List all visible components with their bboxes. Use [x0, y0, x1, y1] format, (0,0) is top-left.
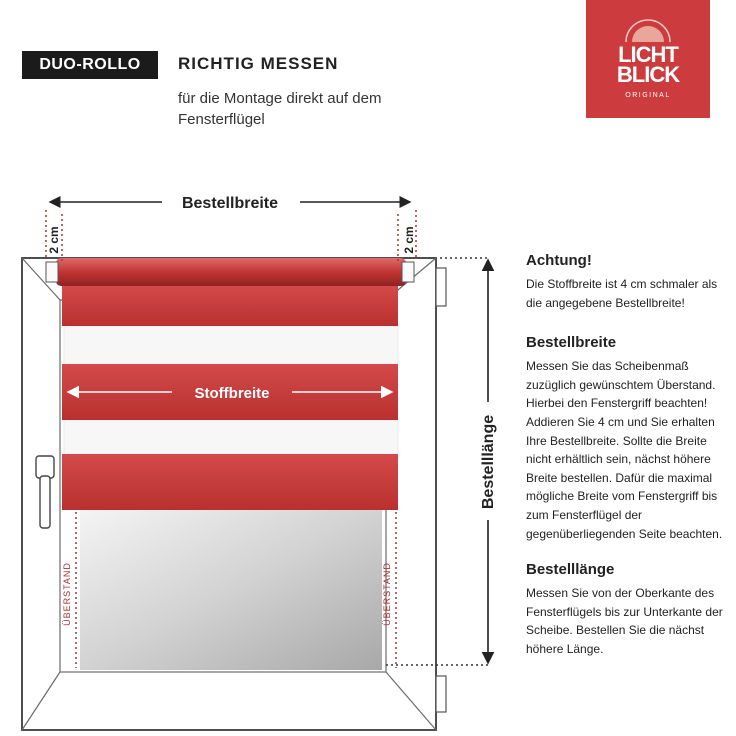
logo-subtext: ORIGINAL: [625, 92, 671, 99]
product-badge: DUO-ROLLO: [22, 51, 158, 79]
order-width-label: Bestellbreite: [181, 195, 279, 212]
margin-label-left: 2 cm: [47, 226, 61, 254]
fabric-width-label: Stoffbreite: [194, 385, 270, 402]
order-length-label: Bestelllänge: [480, 414, 497, 510]
hinge-icon: [436, 268, 446, 712]
roller-tube: [56, 258, 406, 286]
info-panel: [526, 252, 731, 659]
margin-label-right: 2 cm: [402, 226, 416, 254]
fabric-light-strip: [64, 326, 398, 364]
info-section-text: Messen Sie das Scheibenmaß zuzüglich gewünschtem Überstand. Hierbei den Fenstergriff beachten! Addieren Sie 4 cm und Sie erhalten Ihre Bestellbreite. Sollte die Breite nicht erhältlich sein, nächst höhere Breite bestellen. Dafür die maximal mögliche Breite vom Fenstergriff bis zum Fensterflügel der gegenüberliegenden Seite beachten.: [526, 359, 723, 541]
overhang-label-right: ÜBERSTAND: [382, 562, 392, 626]
roller-bracket-right: [402, 262, 414, 282]
page-subtitle: für die Montage direkt auf dem Fensterflügel: [178, 90, 382, 128]
glass-pane: [80, 510, 382, 670]
info-section-title: Bestellbreite: [526, 334, 617, 352]
info-section-order-width: [526, 334, 731, 543]
page-title: RICHTIG MESSEN: [178, 54, 339, 73]
overhang-label-left: ÜBERSTAND: [62, 562, 72, 626]
logo-text-line1: LICHT: [618, 42, 678, 67]
info-section-order-length: [526, 561, 731, 658]
info-section-text: Die Stoffbreite ist 4 cm schmaler als die angegebene Bestellbreite!: [526, 277, 718, 310]
fabric-light-strip: [64, 420, 398, 454]
fabric-band: [62, 454, 398, 510]
info-section-text: Messen Sie von der Oberkante des Fensterflügels bis zur Unterkante der Scheibe. Bestellen Sie die nächst höhere Länge.: [526, 586, 723, 656]
info-section-title: Achtung!: [526, 252, 592, 269]
info-section-attention: [526, 252, 731, 312]
logo-text-line2: BLICK: [616, 62, 680, 87]
roller-bracket-left: [46, 262, 58, 282]
info-section-title: Bestelllänge: [526, 561, 615, 579]
fabric-band: [62, 286, 398, 326]
